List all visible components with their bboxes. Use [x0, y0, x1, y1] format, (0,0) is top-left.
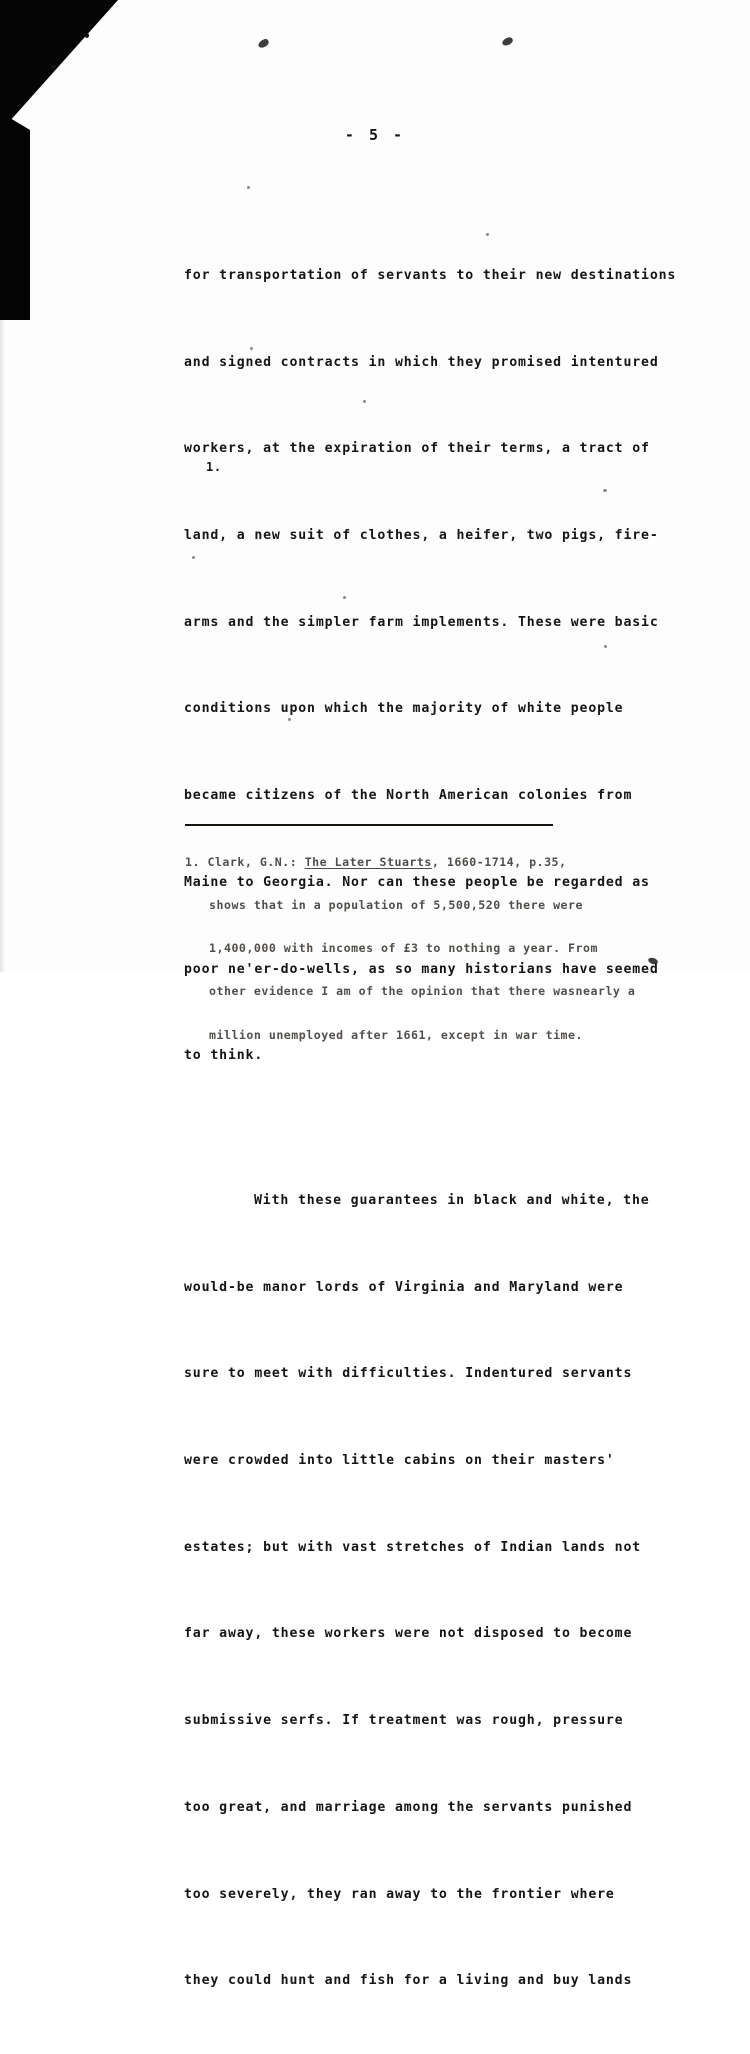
body-line: too severely, they ran away to the frontier where: [184, 1886, 615, 1902]
footnote-line: million unemployed after 1661, except in war time.: [209, 1027, 584, 1042]
body-line: Maine to Georgia. Nor can these people be regarded as: [184, 874, 650, 890]
footnote-block: [185, 826, 725, 1071]
body-line: and signed contracts in which they promised intentured: [184, 354, 659, 370]
footnote-marker: 1.: [185, 854, 200, 869]
body-line: arms and the simpler farm implements. These were basic: [184, 614, 659, 630]
body-line: submissive serfs. If treatment was rough, pressure: [184, 1713, 624, 1729]
footnote-line: shows that in a population of 5,500,520 there were: [209, 898, 584, 913]
body-line: land, a new suit of clothes, a heifer, two pigs, fire-: [184, 527, 659, 543]
body-line: With these guarantees in black and white, the: [254, 1192, 650, 1208]
scan-speck: [247, 186, 250, 189]
body-line: workers, at the expiration of their terms, a tract of: [184, 441, 650, 457]
footnote-line: other evidence I am of the opinion that there wasnearly a: [209, 984, 636, 999]
footnote-author: Clark, G.N.:: [207, 854, 298, 869]
body-line: far away, these workers were not disposed to become: [184, 1626, 633, 1642]
footnote-citation-line: [185, 855, 725, 869]
body-line: estates; but with vast stretches of Indian lands not: [184, 1539, 642, 1555]
footnote-citation-detail: , 1660-1714, p.35,: [431, 854, 567, 869]
ink-blot-top-right: [501, 36, 514, 47]
body-line: poor ne'er-do-wells, as so many historians have seemed: [184, 961, 659, 977]
body-line: to think.: [184, 1048, 264, 1064]
body-line: too great, and marriage among the servants punished: [184, 1799, 633, 1815]
body-line: became citizens of the North American colonies from: [184, 788, 633, 804]
ink-blot-top-left: [257, 38, 270, 49]
footnote-title: The Later Stuarts: [304, 854, 432, 869]
body-line: sure to meet with difficulties. Indentured servants: [184, 1366, 633, 1382]
footnote-line: 1,400,000 with incomes of £3 to nothing a year. From: [209, 941, 598, 956]
body-line: for transportation of servants to their new destinations: [184, 267, 677, 283]
footnote-reference-marker: 1.: [206, 460, 222, 474]
page-number: - 5 -: [344, 126, 406, 144]
body-line: they could hunt and fish for a living and buy lands: [184, 1973, 633, 1989]
body-line: would-be manor lords of Virginia and Maryland were: [184, 1279, 624, 1295]
body-line: were crowded into little cabins on their masters': [184, 1452, 615, 1468]
body-text: [184, 204, 700, 2054]
body-line: conditions upon which the majority of white people: [184, 701, 624, 717]
